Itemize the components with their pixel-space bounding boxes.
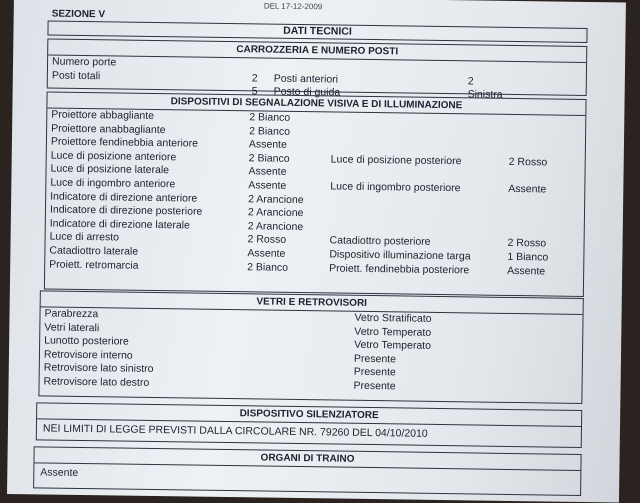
field-value: Assente [248,179,287,192]
field-value: 2 Arancione [247,220,304,233]
field-value: Vetro Stratificato [354,311,432,325]
field-value: 2 Bianco [247,260,289,274]
silenziatore-box [36,402,582,448]
field-value-2: 2 Rosso [507,237,547,250]
silenziatore-text: NEI LIMITI DI LEGGE PREVISTI DALLA CIRCOLARE NR. 79260 DEL 04/10/2010 [42,422,428,440]
field-label-2: Luce di posizione posteriore [330,153,462,168]
field-value: Vetro Temperato [354,338,432,353]
field-value-2: Assente [507,264,546,277]
field-label: Vetri laterali [44,321,100,334]
segnalazione-rows [45,108,585,279]
vetri-rows [39,307,582,396]
traino-text: Assente [40,466,79,479]
field-label: Proiettore abbagliante [51,108,155,122]
top-header-text: DEL 17-12-2009 [263,1,323,12]
field-value-2: Assente [508,182,547,196]
field-value: Presente [353,379,396,393]
field-label: Indicatore di direzione laterale [49,217,190,232]
field-label: Proiett. retromarcia [49,258,139,272]
segnalazione-title: DISPOSITIVI DI SEGNALAZIONE VISIVA E DI ILLUMINAZIONE [47,92,585,116]
field-label: Proiettore fendinebbia anteriore [50,135,199,150]
field-label: Retrovisore lato destro [43,375,150,389]
field-label: Luce di ingombro anteriore [50,176,176,191]
field-label: Indicatore di direzione posteriore [49,203,203,218]
segnalazione-box [44,88,587,297]
field-label: Luce di posizione laterale [50,162,170,177]
traino-title: ORGANI DI TRAINO [34,447,580,471]
field-label: Catadiottro laterale [49,244,139,258]
field-value: 2 Bianco [248,152,290,165]
field-label-2: Luce di ingombro posteriore [330,180,461,195]
field-value: 2 Bianco [249,111,291,124]
field-value-2: 2 [467,74,474,88]
field-value: Vetro Temperato [354,325,432,339]
field-value: Presente [353,352,397,366]
document-page [7,0,626,502]
field-value-2: 1 Bianco [507,250,549,264]
field-label: Retrovisore lato sinistro [43,361,154,376]
field-label: Luce di posizione anteriore [50,149,177,164]
field-value: Assente [248,165,287,179]
field-value: 5 [251,85,258,98]
field-value: 2 Bianco [249,124,291,138]
field-value: 2 Arancione [248,192,304,206]
field-value: Presente [353,366,396,379]
field-value-2: Sinistra [467,88,503,102]
traino-box [33,446,582,496]
dati-tecnici-heading: DATI TECNICI [47,20,587,43]
field-label-2: Posto di guida [273,85,341,99]
field-label: Numero porte [51,55,117,69]
vetri-box [38,290,583,404]
field-label-2: Posti anteriori [273,72,339,86]
field-value: 2 Rosso [247,233,287,247]
field-label: Posti totali [51,69,101,82]
field-label: Lunotto posteriore [44,334,129,348]
field-label-2: Proiett. fendinebbia posteriore [329,261,470,276]
vetri-title: VETRI E RETROVISORI [41,291,583,315]
section-label: SEZIONE V [51,8,106,21]
field-label-2: Catadiottro posteriore [329,234,431,249]
field-value: Assente [247,247,286,260]
carrozzeria-box [47,38,588,102]
field-value: 2 Arancione [247,206,304,220]
silenziatore-title: DISPOSITIVO SILENZIATORE [37,403,581,427]
field-value-2: 2 Rosso [508,155,548,169]
field-value: Assente [248,138,287,152]
field-value: 2 [251,71,258,85]
field-label: Retrovisore interno [43,348,133,362]
field-label-2: Dispositivo illuminazione targa [329,248,471,263]
field-label: Proiettore anabbagliante [51,122,166,136]
field-label: Parabrezza [44,307,99,321]
field-label: Indicatore di direzione anteriore [50,190,198,205]
carrozzeria-title: CARROZZERIA E NUMERO POSTI [48,39,586,63]
field-label: Luce di arresto [49,230,120,244]
